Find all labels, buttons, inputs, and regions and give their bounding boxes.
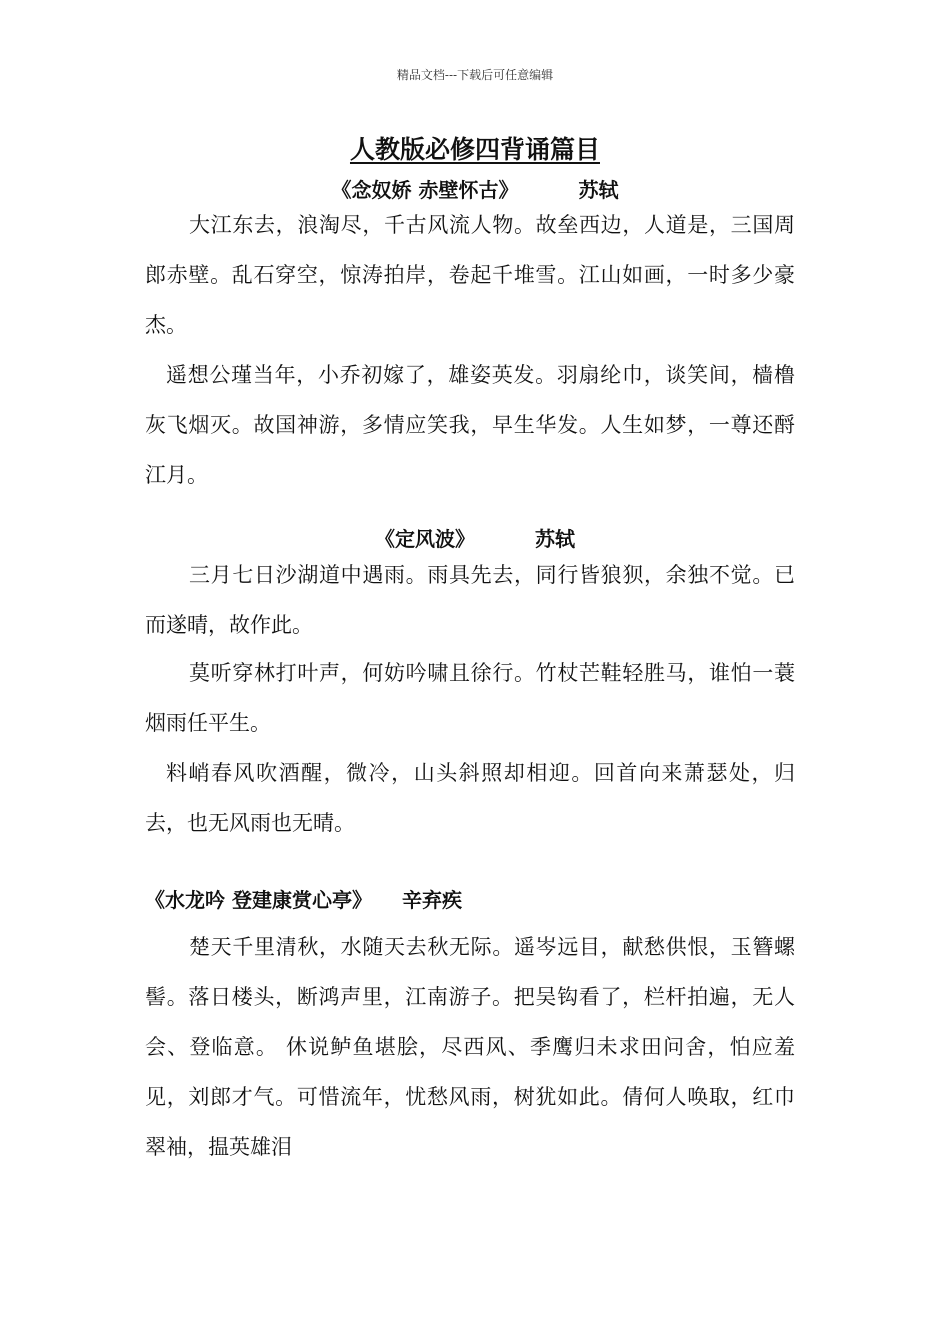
poem-paragraph: 遥想公瑾当年，小乔初嫁了，雄姿英发。羽扇纶巾，谈笑间，樯橹灰飞烟灭。故国神游，多情应笑我，早生华发。人生如梦，一尊还酹江月。 <box>145 363 795 487</box>
poem-title: 《水龙吟 登建康赏心亭》 <box>145 888 372 912</box>
poem-heading <box>0 174 950 203</box>
poem-heading <box>145 884 795 913</box>
poem-paragraph: 大江东去，浪淘尽，千古风流人物。故垒西边，人道是，三国周郎赤壁。乱石穿空，惊涛拍岸，卷起千堆雪。江山如画，一时多少豪杰。 <box>145 213 795 337</box>
poem-paragraph: 莫听穿林打叶声，何妨吟啸且徐行。竹杖芒鞋轻胜马，谁怕一蓑烟雨任平生。 <box>145 661 795 735</box>
poem-author: 苏轼 <box>578 178 619 202</box>
poem-author: 辛弃疾 <box>401 888 462 912</box>
poem-paragraph: 料峭春风吹酒醒，微冷，山头斜照却相迎。回首向来萧瑟处，归去，也无风雨也无晴。 <box>145 761 795 835</box>
poem-title: 《念奴娇 赤壁怀古》 <box>331 178 519 202</box>
poem-title: 《定风波》 <box>375 527 475 551</box>
document-title <box>0 130 950 166</box>
poem-paragraph: 三月七日沙湖道中遇雨。雨具先去，同行皆狼狈，余独不觉。已而遂晴，故作此。 <box>145 563 795 637</box>
document-title-text: 人教版必修四背诵篇目 <box>349 135 600 164</box>
poem-heading <box>0 523 950 552</box>
poem-author: 苏轼 <box>535 527 575 551</box>
page-header: 精品文档---下载后可任意编辑 <box>396 68 554 82</box>
poem-paragraph: 楚天千里清秋，水随天去秋无际。遥岑远目，献愁供恨，玉簪螺髻。落日楼头，断鸿声里，江南游子。把吴钩看了，栏杆拍遍，无人会、登临意。 休说鲈鱼堪脍，尽西风、季鹰归未求田问舍，怕应羞见，刘郎才气。可惜流年，忧愁风雨，树犹如此。倩何人唤取，红巾翠袖，揾英雄泪 <box>145 935 795 1159</box>
